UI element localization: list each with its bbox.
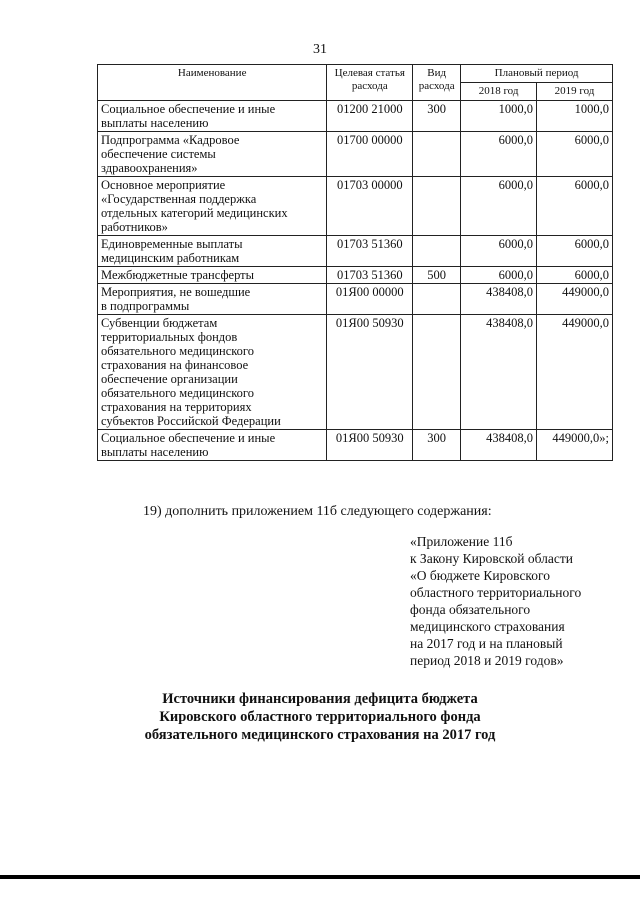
- appendix-line: фонда обязательного: [410, 602, 531, 617]
- row-name-line: работников»: [101, 220, 168, 234]
- row-name-line: здравоохранения»: [101, 161, 198, 175]
- header-2018: 2018 год: [461, 83, 537, 101]
- instruction-text: 19) дополнить приложением 11б следующего содержания:: [143, 504, 492, 519]
- row-value-2018: 438408,0: [461, 430, 537, 461]
- budget-table: [97, 64, 613, 461]
- row-name-line: медицинским работникам: [101, 251, 240, 265]
- table-row: [98, 315, 613, 430]
- appendix-line: «О бюджете Кировского: [410, 568, 551, 583]
- table-row: [98, 101, 613, 132]
- row-value-2019: 1000,0: [537, 101, 613, 132]
- header-type-line-1: Вид: [427, 67, 447, 79]
- row-name-line: субъектов Российской Федерации: [101, 414, 281, 428]
- row-name-line: обязательного медицинского: [101, 386, 255, 400]
- table-body: [98, 101, 613, 461]
- row-name: [98, 315, 327, 430]
- bottom-rule: [0, 875, 640, 879]
- appendix-line: к Закону Кировской области: [410, 551, 574, 566]
- heading-line: Источники финансирования дефицита бюджета: [162, 691, 478, 707]
- row-name-line: обеспечение системы: [101, 147, 216, 161]
- header-target-article: [327, 65, 413, 101]
- row-name-line: в подпрограммы: [101, 299, 190, 313]
- page-number: 31: [313, 42, 327, 57]
- row-name-line: выплаты населению: [101, 116, 209, 130]
- row-expense-type: [413, 315, 461, 430]
- row-target-code: 01703 51360: [327, 267, 413, 284]
- row-name-line: «Государственная поддержка: [101, 192, 257, 206]
- table-row: [98, 267, 613, 284]
- row-value-2018: 438408,0: [461, 315, 537, 430]
- row-expense-type: [413, 132, 461, 177]
- row-value-2018: 6000,0: [461, 236, 537, 267]
- header-target-line-2: расхода: [351, 80, 388, 92]
- header-expense-type: [413, 65, 461, 101]
- heading-line: обязательного медицинского страхования на 2017 год: [144, 727, 496, 743]
- row-name-line: Единовременные выплаты: [101, 237, 243, 251]
- row-name: [98, 177, 327, 236]
- row-target-code: 01703 51360: [327, 236, 413, 267]
- row-name-line: Основное мероприятие: [101, 178, 226, 192]
- row-name: [98, 430, 327, 461]
- row-target-code: 01Я00 00000: [327, 284, 413, 315]
- section-heading: [0, 690, 640, 744]
- row-name-line: территориальных фондов: [101, 330, 238, 344]
- header-target-line-1: Целевая статья: [334, 67, 405, 79]
- header-type-line-2: расхода: [418, 80, 455, 92]
- row-value-2018: 6000,0: [461, 177, 537, 236]
- row-name-line: страхования на территориях: [101, 400, 252, 414]
- row-value-2019: 449000,0: [537, 284, 613, 315]
- row-target-code: 01700 00000: [327, 132, 413, 177]
- row-name: [98, 236, 327, 267]
- row-name-line: Субвенции бюджетам: [101, 316, 218, 330]
- row-target-code: 01Я00 50930: [327, 430, 413, 461]
- row-value-2019: 6000,0: [537, 177, 613, 236]
- row-name-line: Социальное обеспечение и иные: [101, 102, 276, 116]
- row-target-code: 01200 21000: [327, 101, 413, 132]
- row-name-line: обеспечение организации: [101, 372, 238, 386]
- row-value-2018: 6000,0: [461, 267, 537, 284]
- appendix-line: «Приложение 11б: [410, 534, 513, 549]
- appendix-line: медицинского страхования: [410, 619, 565, 634]
- table-row: [98, 284, 613, 315]
- header-name: Наименование: [98, 65, 327, 101]
- row-name-line: обязательного медицинского: [101, 344, 255, 358]
- row-expense-type: [413, 177, 461, 236]
- row-name-line: Мероприятия, не вошедшие: [101, 285, 251, 299]
- table-row: [98, 132, 613, 177]
- table-row: [98, 430, 613, 461]
- row-value-2018: 438408,0: [461, 284, 537, 315]
- row-name-line: Подпрограмма «Кадровое: [101, 133, 240, 147]
- row-value-2019: 6000,0: [537, 267, 613, 284]
- row-value-2019: 449000,0: [537, 315, 613, 430]
- appendix-line: период 2018 и 2019 годов»: [410, 653, 564, 668]
- row-expense-type: 300: [413, 430, 461, 461]
- row-name-line: отдельных категорий медицинских: [101, 206, 288, 220]
- row-value-2018: 6000,0: [461, 132, 537, 177]
- row-name: [98, 267, 327, 284]
- header-2019: 2019 год: [537, 83, 613, 101]
- row-name-line: Социальное обеспечение и иные: [101, 431, 276, 445]
- row-name-line: выплаты населению: [101, 445, 209, 459]
- appendix-reference: [410, 533, 581, 669]
- row-name: [98, 284, 327, 315]
- row-expense-type: [413, 284, 461, 315]
- row-expense-type: [413, 236, 461, 267]
- row-value-2019: 6000,0: [537, 236, 613, 267]
- row-value-2018: 1000,0: [461, 101, 537, 132]
- heading-line: Кировского областного территориального фонда: [159, 709, 481, 725]
- header-planned-period: Плановый период: [461, 65, 613, 83]
- row-target-code: 01Я00 50930: [327, 315, 413, 430]
- row-value-2019: 6000,0: [537, 132, 613, 177]
- appendix-line: на 2017 год и на плановый: [410, 636, 563, 651]
- row-name: [98, 132, 327, 177]
- row-name-line: страхования на финансовое: [101, 358, 249, 372]
- appendix-line: областного территориального: [410, 585, 582, 600]
- row-expense-type: 300: [413, 101, 461, 132]
- row-value-2019: 449000,0»;: [537, 430, 613, 461]
- row-name: [98, 101, 327, 132]
- table-row: [98, 177, 613, 236]
- table-row: [98, 236, 613, 267]
- row-name-line: Межбюджетные трансферты: [101, 268, 255, 282]
- row-target-code: 01703 00000: [327, 177, 413, 236]
- row-expense-type: 500: [413, 267, 461, 284]
